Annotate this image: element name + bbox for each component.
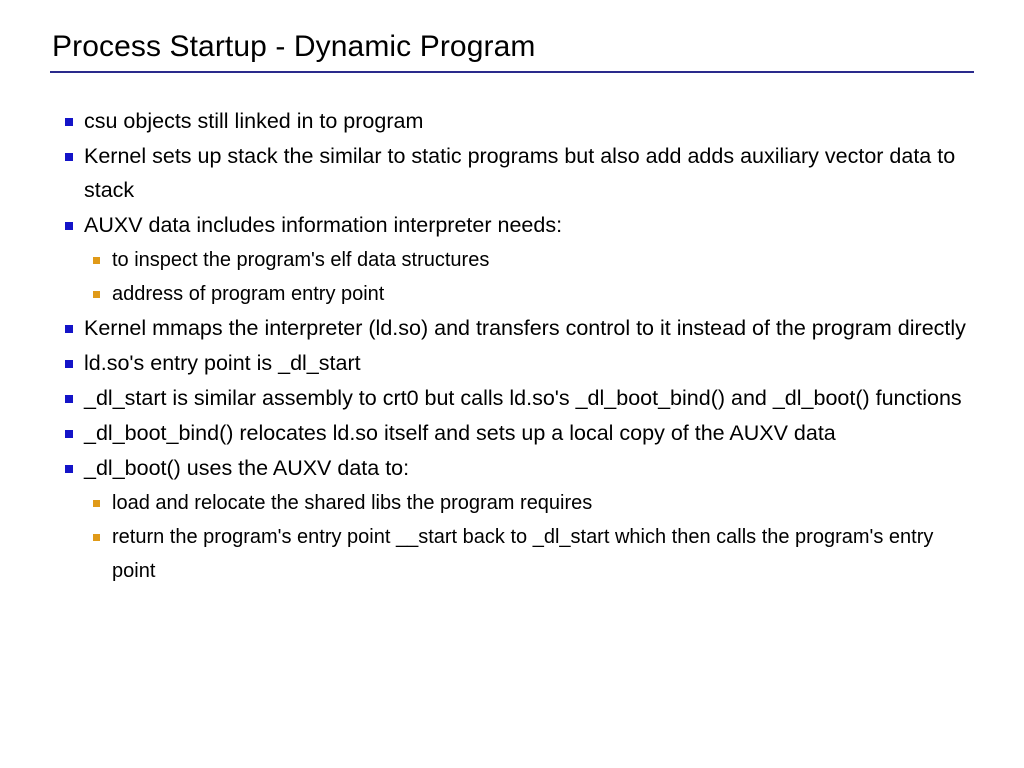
list-item-text: ld.so's entry point is _dl_start	[84, 351, 361, 375]
square-bullet-icon	[65, 360, 73, 368]
list-item-text: to inspect the program's elf data structures	[112, 249, 490, 271]
list-item-text: address of program entry point	[112, 283, 385, 305]
list-item	[62, 381, 982, 415]
list-item-text: Kernel mmaps the interpreter (ld.so) and transfers control to it instead of the program directly	[84, 316, 966, 340]
list-item	[62, 451, 982, 485]
square-bullet-icon	[65, 118, 73, 126]
bullet-list	[62, 104, 982, 588]
square-bullet-icon	[93, 257, 100, 264]
list-item	[62, 104, 982, 138]
list-item-text: AUXV data includes information interpreter needs:	[84, 213, 563, 237]
square-bullet-icon	[65, 430, 73, 438]
list-item-text: _dl_boot() uses the AUXV data to:	[84, 456, 410, 480]
square-bullet-icon	[93, 500, 100, 507]
list-item	[62, 208, 982, 242]
list-item-text: _dl_boot_bind() relocates ld.so itself and sets up a local copy of the AUXV data	[84, 421, 836, 445]
square-bullet-icon	[93, 291, 100, 298]
square-bullet-icon	[65, 325, 73, 333]
list-item	[62, 416, 982, 450]
list-item-text: csu objects still linked in to program	[84, 109, 424, 133]
list-item	[62, 311, 982, 345]
square-bullet-icon	[65, 153, 73, 161]
list-item	[90, 520, 982, 588]
list-item	[90, 277, 982, 311]
list-item-text: return the program's entry point __start back to _dl_start which then calls the program's entry point	[112, 526, 934, 582]
slide-content	[62, 104, 982, 588]
page-title: Process Startup - Dynamic Program	[52, 30, 536, 63]
list-item	[62, 346, 982, 380]
list-item-text: _dl_start is similar assembly to crt0 but calls ld.so's _dl_boot_bind() and _dl_boot() functions	[84, 386, 962, 410]
title-divider	[50, 71, 974, 73]
list-item-text: load and relocate the shared libs the program requires	[112, 492, 593, 514]
square-bullet-icon	[65, 222, 73, 230]
list-item	[90, 486, 982, 520]
square-bullet-icon	[93, 534, 100, 541]
square-bullet-icon	[65, 465, 73, 473]
list-item-text: Kernel sets up stack the similar to static programs but also add adds auxiliary vector data to stack	[84, 144, 956, 202]
list-item	[90, 243, 982, 277]
list-item	[62, 139, 982, 207]
square-bullet-icon	[65, 395, 73, 403]
